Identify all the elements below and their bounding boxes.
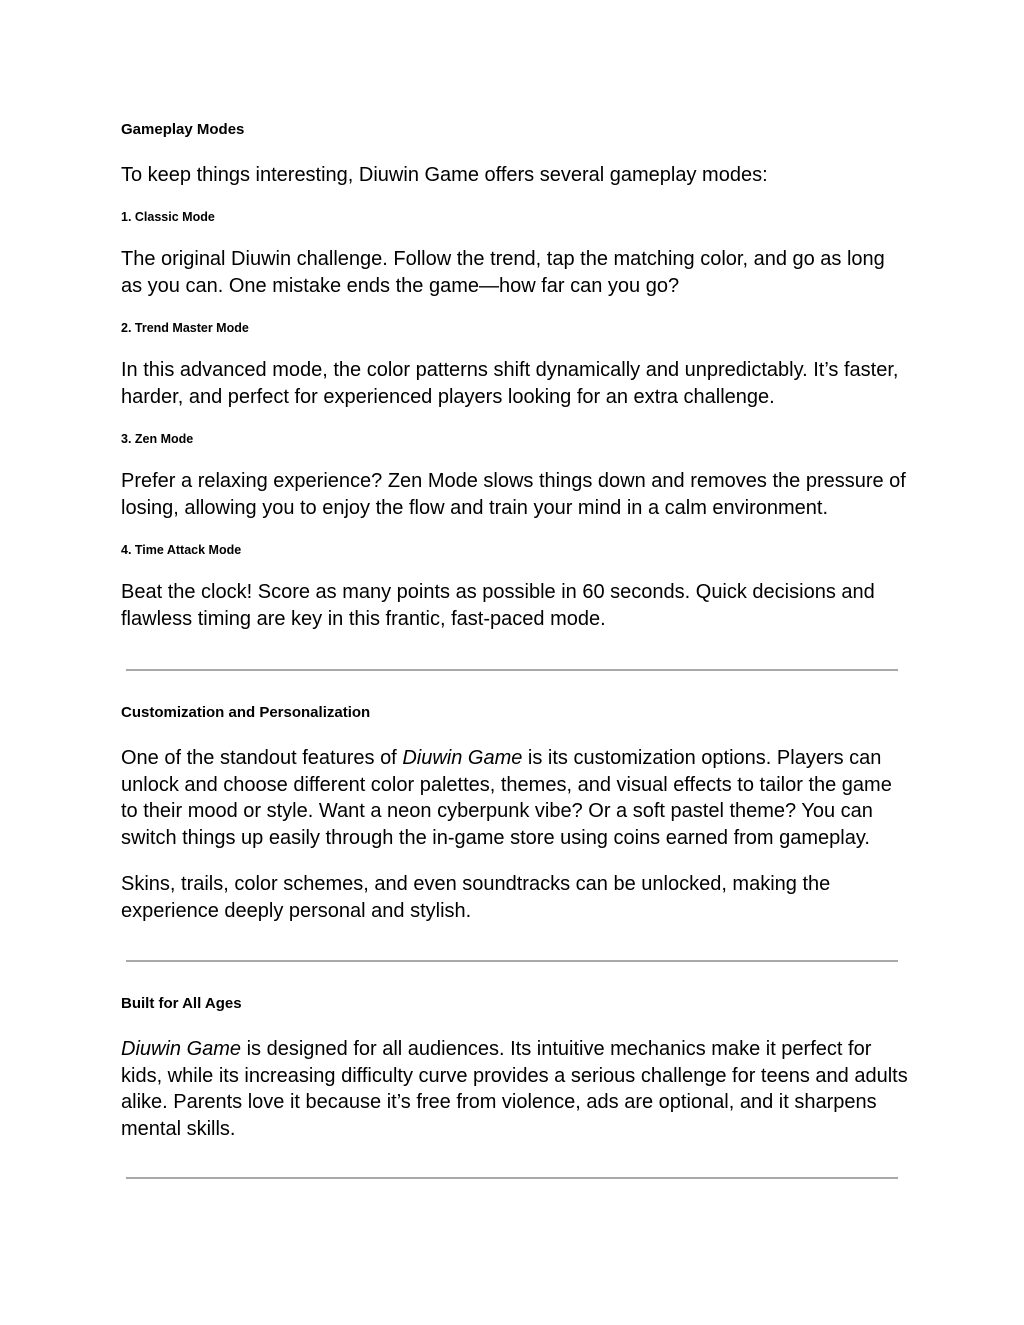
- game-title-emphasis: Diuwin Game: [121, 1038, 242, 1060]
- customization-paragraph-1: [121, 745, 911, 851]
- mode-text-trend-master: In this advanced mode, the color patterns shift dynamically and unpredictably. It’s faster, harder, and perfect for experienced players looking for an extra challenge.: [121, 359, 899, 408]
- customization-p1-lead: One of the standout features of: [121, 747, 403, 769]
- mode-text-time-attack: Beat the clock! Score as many points as possible in 60 seconds. Quick decisions and flawless timing are key in this frantic, fast-paced mode.: [121, 581, 875, 630]
- all-ages-paragraph: [121, 1036, 911, 1142]
- mode-text-zen: Prefer a relaxing experience? Zen Mode slows things down and removes the pressure of losing, allowing you to enjoy the flow and train your mind in a calm environment.: [121, 470, 906, 519]
- all-ages-heading: Built for All Ages: [121, 995, 242, 1012]
- customization-heading: Customization and Personalization: [121, 704, 371, 721]
- mode-title-time-attack: 4. Time Attack Mode: [121, 543, 242, 557]
- customization-p1-rest: is its customization options. Players can unlock and choose different color palettes, themes, and visual effects to tailor the game to their mood or style. Want a neon cyberpunk vibe? Or a soft pastel theme? You can switch things up easily through the in-game store using coins earned from gameplay.: [121, 747, 892, 849]
- mode-text-classic: The original Diuwin challenge. Follow the trend, tap the matching color, and go as long as you can. One mistake ends the game—how far can you go?: [121, 248, 885, 297]
- game-title-emphasis: Diuwin Game: [402, 747, 523, 769]
- mode-title-zen: 3. Zen Mode: [121, 432, 194, 446]
- section-divider: [126, 669, 898, 671]
- gameplay-modes-intro: To keep things interesting, Diuwin Game offers several gameplay modes:: [121, 164, 768, 186]
- gameplay-modes-heading: Gameplay Modes: [121, 121, 245, 138]
- mode-title-trend-master: 2. Trend Master Mode: [121, 321, 249, 335]
- customization-paragraph-2: Skins, trails, color schemes, and even soundtracks can be unlocked, making the experience deeply personal and stylish.: [121, 873, 831, 922]
- section-divider: [126, 960, 898, 962]
- section-divider: [126, 1177, 898, 1179]
- mode-title-classic: 1. Classic Mode: [121, 210, 215, 224]
- all-ages-p1-rest: is designed for all audiences. Its intuitive mechanics make it perfect for kids, while its increasing difficulty curve provides a serious challenge for teens and adults alike. Parents love it because it’s free from violence, ads are optional, and it sharpens mental skills.: [121, 1038, 908, 1140]
